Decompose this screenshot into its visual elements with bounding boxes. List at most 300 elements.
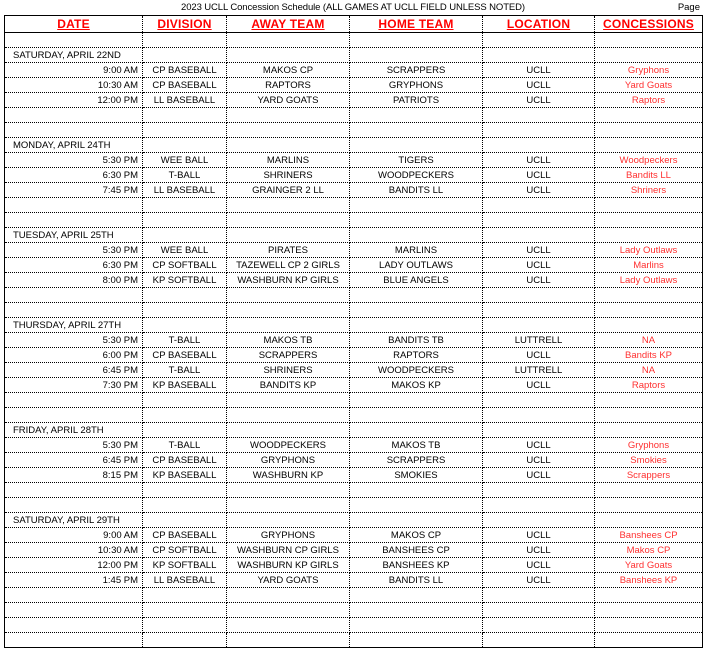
cell-concessions: [595, 318, 703, 333]
empty-cell: [5, 588, 143, 603]
empty-cell: [595, 618, 703, 633]
empty-cell: [227, 498, 350, 513]
spacer-row: [5, 588, 703, 603]
day-header-row[interactable]: [5, 138, 703, 153]
empty-cell: [143, 288, 227, 303]
cell-division: [143, 318, 227, 333]
empty-cell: [143, 198, 227, 213]
day-header-row[interactable]: [5, 513, 703, 528]
empty-cell: [143, 393, 227, 408]
cell-home_team: [350, 48, 483, 63]
table-row[interactable]: [5, 258, 703, 273]
cell-location: UCLL: [483, 63, 595, 78]
cell-concessions: Gryphons: [595, 63, 703, 78]
cell-location: UCLL: [483, 528, 595, 543]
cell-home_team: BANDITS LL: [350, 183, 483, 198]
cell-home_team: BLUE ANGELS: [350, 273, 483, 288]
empty-cell: [350, 108, 483, 123]
day-label: THURSDAY, APRIL 27TH: [5, 318, 143, 333]
cell-location: UCLL: [483, 438, 595, 453]
table-row[interactable]: [5, 63, 703, 78]
spacer-row: [5, 213, 703, 228]
cell-location: UCLL: [483, 558, 595, 573]
column-header-away-team[interactable]: [227, 16, 350, 33]
day-label: MONDAY, APRIL 24TH: [5, 138, 143, 153]
cell-home_team: BANDITS TB: [350, 333, 483, 348]
cell-away_team: TAZEWELL CP 2 GIRLS: [227, 258, 350, 273]
cell-division: LL BASEBALL: [143, 93, 227, 108]
cell-division: KP SOFTBALL: [143, 558, 227, 573]
empty-cell: [5, 303, 143, 318]
cell-away_team: [227, 138, 350, 153]
cell-location: [483, 318, 595, 333]
column-header-location[interactable]: [483, 16, 595, 33]
cell-division: LL BASEBALL: [143, 183, 227, 198]
empty-cell: [5, 618, 143, 633]
cell-home_team: SCRAPPERS: [350, 453, 483, 468]
day-label: FRIDAY, APRIL 28TH: [5, 423, 143, 438]
empty-cell: [350, 33, 483, 48]
empty-cell: [350, 588, 483, 603]
cell-away_team: GRYPHONS: [227, 453, 350, 468]
spacer-row: [5, 33, 703, 48]
cell-home_team: MAKOS KP: [350, 378, 483, 393]
cell-away_team: [227, 228, 350, 243]
empty-cell: [350, 213, 483, 228]
cell-away_team: RAPTORS: [227, 78, 350, 93]
table-row[interactable]: [5, 78, 703, 93]
cell-division: CP SOFTBALL: [143, 258, 227, 273]
day-label: SATURDAY, APRIL 22ND: [5, 48, 143, 63]
empty-cell: [227, 213, 350, 228]
cell-away_team: SCRAPPERS: [227, 348, 350, 363]
cell-location: UCLL: [483, 183, 595, 198]
cell-home_team: SMOKIES: [350, 468, 483, 483]
spacer-row: [5, 408, 703, 423]
empty-cell: [595, 123, 703, 138]
empty-cell: [143, 213, 227, 228]
cell-home_team: BANSHEES KP: [350, 558, 483, 573]
column-header-concessions-label: CONCESSIONS: [603, 17, 694, 31]
table-header-row: [5, 16, 703, 33]
table-row[interactable]: [5, 573, 703, 588]
cell-concessions: Lady Outlaws: [595, 243, 703, 258]
cell-concessions: [595, 228, 703, 243]
cell-away_team: [227, 318, 350, 333]
empty-cell: [5, 483, 143, 498]
empty-cell: [350, 498, 483, 513]
empty-cell: [483, 588, 595, 603]
empty-cell: [5, 498, 143, 513]
table-row[interactable]: [5, 438, 703, 453]
table-row[interactable]: [5, 468, 703, 483]
table-row[interactable]: [5, 558, 703, 573]
cell-away_team: YARD GOATS: [227, 573, 350, 588]
cell-away_team: WASHBURN KP GIRLS: [227, 273, 350, 288]
empty-cell: [5, 633, 143, 648]
cell-location: UCLL: [483, 93, 595, 108]
cell-location: UCLL: [483, 243, 595, 258]
cell-location: LUTTRELL: [483, 333, 595, 348]
cell-division: [143, 423, 227, 438]
cell-division: [143, 48, 227, 63]
empty-cell: [227, 483, 350, 498]
empty-cell: [5, 288, 143, 303]
cell-location: [483, 513, 595, 528]
day-header-row[interactable]: [5, 423, 703, 438]
cell-concessions: [595, 48, 703, 63]
empty-cell: [483, 393, 595, 408]
empty-cell: [143, 588, 227, 603]
table-row[interactable]: [5, 183, 703, 198]
empty-cell: [143, 108, 227, 123]
cell-concessions: NA: [595, 363, 703, 378]
table-row[interactable]: [5, 243, 703, 258]
empty-cell: [227, 198, 350, 213]
cell-division: WEE BALL: [143, 153, 227, 168]
cell-division: T-BALL: [143, 363, 227, 378]
column-header-home-team[interactable]: [350, 16, 483, 33]
cell-date: 10:30 AM: [5, 543, 143, 558]
cell-home_team: GRYPHONS: [350, 78, 483, 93]
empty-cell: [483, 33, 595, 48]
empty-cell: [5, 198, 143, 213]
cell-division: CP BASEBALL: [143, 453, 227, 468]
spacer-row: [5, 123, 703, 138]
cell-date: 7:30 PM: [5, 378, 143, 393]
cell-home_team: MAKOS CP: [350, 528, 483, 543]
cell-date: 12:00 PM: [5, 558, 143, 573]
empty-cell: [143, 633, 227, 648]
cell-location: UCLL: [483, 543, 595, 558]
cell-division: CP BASEBALL: [143, 78, 227, 93]
day-label: SATURDAY, APRIL 29TH: [5, 513, 143, 528]
empty-cell: [227, 288, 350, 303]
concession-schedule-table: [4, 15, 703, 648]
empty-cell: [595, 198, 703, 213]
cell-location: UCLL: [483, 573, 595, 588]
column-header-date-label: DATE: [57, 17, 90, 31]
cell-home_team: TIGERS: [350, 153, 483, 168]
cell-location: UCLL: [483, 468, 595, 483]
cell-date: 8:00 PM: [5, 273, 143, 288]
empty-cell: [483, 618, 595, 633]
table-row[interactable]: [5, 168, 703, 183]
table-body: [5, 33, 703, 648]
empty-cell: [483, 633, 595, 648]
spacer-row: [5, 303, 703, 318]
empty-cell: [350, 393, 483, 408]
cell-division: KP BASEBALL: [143, 378, 227, 393]
cell-home_team: [350, 423, 483, 438]
cell-away_team: PIRATES: [227, 243, 350, 258]
empty-cell: [595, 288, 703, 303]
empty-cell: [350, 303, 483, 318]
cell-location: UCLL: [483, 378, 595, 393]
empty-cell: [595, 483, 703, 498]
empty-cell: [483, 123, 595, 138]
empty-cell: [227, 393, 350, 408]
table-row[interactable]: [5, 273, 703, 288]
cell-location: UCLL: [483, 453, 595, 468]
cell-home_team: PATRIOTS: [350, 93, 483, 108]
cell-away_team: MAKOS CP: [227, 63, 350, 78]
empty-cell: [483, 408, 595, 423]
empty-cell: [483, 483, 595, 498]
cell-concessions: NA: [595, 333, 703, 348]
cell-division: [143, 228, 227, 243]
spacer-row: [5, 108, 703, 123]
cell-away_team: YARD GOATS: [227, 93, 350, 108]
empty-cell: [227, 303, 350, 318]
cell-concessions: Raptors: [595, 378, 703, 393]
cell-location: UCLL: [483, 168, 595, 183]
empty-cell: [350, 618, 483, 633]
page-banner: [0, 0, 706, 15]
cell-away_team: SHRINERS: [227, 168, 350, 183]
cell-date: 8:15 PM: [5, 468, 143, 483]
cell-away_team: GRAINGER 2 LL: [227, 183, 350, 198]
cell-away_team: [227, 48, 350, 63]
empty-cell: [350, 198, 483, 213]
table-row[interactable]: [5, 363, 703, 378]
spacer-row: [5, 198, 703, 213]
empty-cell: [143, 303, 227, 318]
table-row[interactable]: [5, 93, 703, 108]
empty-cell: [350, 123, 483, 138]
empty-cell: [227, 33, 350, 48]
empty-cell: [350, 288, 483, 303]
cell-division: CP BASEBALL: [143, 63, 227, 78]
cell-division: WEE BALL: [143, 243, 227, 258]
empty-cell: [595, 303, 703, 318]
empty-cell: [595, 603, 703, 618]
empty-cell: [595, 588, 703, 603]
cell-date: 5:30 PM: [5, 438, 143, 453]
cell-location: UCLL: [483, 258, 595, 273]
day-header-row[interactable]: [5, 228, 703, 243]
page-title: 2023 UCLL Concession Schedule (ALL GAMES AT UCLL FIELD UNLESS NOTED): [181, 2, 525, 13]
table-row[interactable]: [5, 543, 703, 558]
cell-division: T-BALL: [143, 438, 227, 453]
cell-date: 6:30 PM: [5, 168, 143, 183]
spacer-row: [5, 483, 703, 498]
cell-location: UCLL: [483, 348, 595, 363]
empty-cell: [483, 213, 595, 228]
cell-away_team: WASHBURN CP GIRLS: [227, 543, 350, 558]
cell-away_team: BANDITS KP: [227, 378, 350, 393]
day-header-row[interactable]: [5, 48, 703, 63]
empty-cell: [143, 603, 227, 618]
cell-concessions: Smokies: [595, 453, 703, 468]
table-row[interactable]: [5, 453, 703, 468]
empty-cell: [595, 498, 703, 513]
cell-home_team: BANSHEES CP: [350, 543, 483, 558]
cell-division: T-BALL: [143, 333, 227, 348]
column-header-concessions[interactable]: [595, 16, 703, 33]
empty-cell: [350, 603, 483, 618]
empty-cell: [483, 108, 595, 123]
cell-location: UCLL: [483, 273, 595, 288]
empty-cell: [5, 108, 143, 123]
empty-cell: [143, 498, 227, 513]
empty-cell: [350, 633, 483, 648]
cell-concessions: Scrappers: [595, 468, 703, 483]
table-row[interactable]: [5, 528, 703, 543]
cell-home_team: WOODPECKERS: [350, 363, 483, 378]
column-header-home-team-label: HOME TEAM: [378, 17, 454, 31]
cell-date: 6:30 PM: [5, 258, 143, 273]
day-header-row[interactable]: [5, 318, 703, 333]
cell-home_team: LADY OUTLAWS: [350, 258, 483, 273]
empty-cell: [483, 288, 595, 303]
cell-date: 5:30 PM: [5, 333, 143, 348]
cell-location: UCLL: [483, 78, 595, 93]
cell-date: 5:30 PM: [5, 243, 143, 258]
empty-cell: [5, 33, 143, 48]
cell-date: 9:00 AM: [5, 63, 143, 78]
table-row[interactable]: [5, 153, 703, 168]
empty-cell: [595, 393, 703, 408]
cell-location: [483, 423, 595, 438]
cell-date: 7:45 PM: [5, 183, 143, 198]
cell-home_team: SCRAPPERS: [350, 63, 483, 78]
spacer-row: [5, 618, 703, 633]
cell-home_team: [350, 228, 483, 243]
cell-away_team: GRYPHONS: [227, 528, 350, 543]
day-label: TUESDAY, APRIL 25TH: [5, 228, 143, 243]
column-header-away-team-label: AWAY TEAM: [251, 17, 325, 31]
spacer-row: [5, 498, 703, 513]
empty-cell: [483, 603, 595, 618]
cell-division: CP SOFTBALL: [143, 543, 227, 558]
empty-cell: [143, 123, 227, 138]
table-row[interactable]: [5, 378, 703, 393]
cell-location: UCLL: [483, 153, 595, 168]
cell-concessions: Lady Outlaws: [595, 273, 703, 288]
empty-cell: [595, 633, 703, 648]
cell-home_team: RAPTORS: [350, 348, 483, 363]
cell-home_team: MAKOS TB: [350, 438, 483, 453]
cell-division: KP BASEBALL: [143, 468, 227, 483]
empty-cell: [143, 483, 227, 498]
cell-away_team: WOODPECKERS: [227, 438, 350, 453]
cell-concessions: Banshees CP: [595, 528, 703, 543]
cell-date: 6:45 PM: [5, 363, 143, 378]
cell-away_team: WASHBURN KP: [227, 468, 350, 483]
empty-cell: [227, 108, 350, 123]
empty-cell: [595, 213, 703, 228]
empty-cell: [227, 603, 350, 618]
spacer-row: [5, 603, 703, 618]
empty-cell: [350, 408, 483, 423]
empty-cell: [143, 33, 227, 48]
cell-away_team: MAKOS TB: [227, 333, 350, 348]
empty-cell: [5, 123, 143, 138]
table-row[interactable]: [5, 348, 703, 363]
cell-date: 10:30 AM: [5, 78, 143, 93]
cell-concessions: Makos CP: [595, 543, 703, 558]
cell-home_team: [350, 513, 483, 528]
column-header-location-label: LOCATION: [506, 17, 571, 31]
spacer-row: [5, 633, 703, 648]
column-header-division[interactable]: [143, 16, 227, 33]
cell-division: [143, 513, 227, 528]
empty-cell: [227, 618, 350, 633]
cell-concessions: Gryphons: [595, 438, 703, 453]
empty-cell: [5, 408, 143, 423]
cell-division: [143, 138, 227, 153]
table-row[interactable]: [5, 333, 703, 348]
cell-division: CP BASEBALL: [143, 348, 227, 363]
cell-division: LL BASEBALL: [143, 573, 227, 588]
cell-concessions: Bandits LL: [595, 168, 703, 183]
empty-cell: [5, 393, 143, 408]
cell-home_team: MARLINS: [350, 243, 483, 258]
empty-cell: [5, 213, 143, 228]
empty-cell: [595, 408, 703, 423]
cell-away_team: [227, 423, 350, 438]
cell-away_team: [227, 513, 350, 528]
empty-cell: [483, 498, 595, 513]
cell-division: KP SOFTBALL: [143, 273, 227, 288]
empty-cell: [595, 108, 703, 123]
cell-date: 6:45 PM: [5, 453, 143, 468]
cell-date: 9:00 AM: [5, 528, 143, 543]
column-header-division-label: DIVISION: [157, 17, 212, 31]
cell-concessions: Marlins: [595, 258, 703, 273]
cell-location: LUTTRELL: [483, 363, 595, 378]
empty-cell: [227, 588, 350, 603]
cell-away_team: WASHBURN KP GIRLS: [227, 558, 350, 573]
cell-concessions: [595, 138, 703, 153]
cell-concessions: Yard Goats: [595, 558, 703, 573]
cell-division: CP BASEBALL: [143, 528, 227, 543]
empty-cell: [227, 408, 350, 423]
cell-home_team: WOODPECKERS: [350, 168, 483, 183]
column-header-date[interactable]: [5, 16, 143, 33]
cell-away_team: MARLINS: [227, 153, 350, 168]
cell-concessions: [595, 513, 703, 528]
cell-concessions: Shriners: [595, 183, 703, 198]
spacer-row: [5, 393, 703, 408]
empty-cell: [5, 603, 143, 618]
cell-concessions: Bandits KP: [595, 348, 703, 363]
page-number-label: Page: [677, 2, 700, 13]
cell-date: 5:30 PM: [5, 153, 143, 168]
empty-cell: [483, 303, 595, 318]
cell-concessions: Raptors: [595, 93, 703, 108]
empty-cell: [227, 123, 350, 138]
cell-home_team: BANDITS LL: [350, 573, 483, 588]
empty-cell: [143, 618, 227, 633]
cell-concessions: Woodpeckers: [595, 153, 703, 168]
cell-concessions: [595, 423, 703, 438]
empty-cell: [143, 408, 227, 423]
cell-date: 1:45 PM: [5, 573, 143, 588]
cell-location: [483, 138, 595, 153]
cell-concessions: Banshees KP: [595, 573, 703, 588]
cell-away_team: SHRINERS: [227, 363, 350, 378]
empty-cell: [483, 198, 595, 213]
cell-concessions: Yard Goats: [595, 78, 703, 93]
empty-cell: [350, 483, 483, 498]
empty-cell: [227, 633, 350, 648]
cell-location: [483, 228, 595, 243]
cell-date: 6:00 PM: [5, 348, 143, 363]
spacer-row: [5, 288, 703, 303]
cell-location: [483, 48, 595, 63]
